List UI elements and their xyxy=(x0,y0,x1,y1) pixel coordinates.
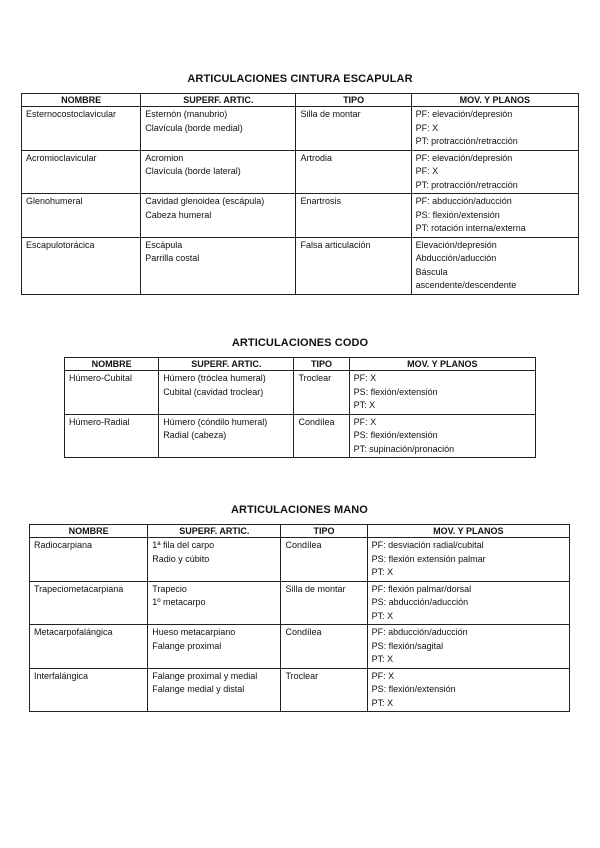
table-row xyxy=(22,237,579,294)
cell-line: PT: X xyxy=(371,567,394,577)
cell-line: Clavícula (borde medial) xyxy=(145,122,243,133)
column-header: SUPERF. ARTIC. xyxy=(159,358,294,371)
cell-superf xyxy=(141,194,296,238)
cell-line: Radio y cúbito xyxy=(152,553,210,564)
cell-line: PF: abducción/aducción xyxy=(371,627,468,637)
cell-line: PT: protracción/retracción xyxy=(415,179,518,190)
cell-line: Acromioclavicular xyxy=(26,152,97,163)
table-row xyxy=(30,538,570,582)
cell-nombre xyxy=(30,668,148,712)
cell-line: Cavidad glenoidea (escápula) xyxy=(145,196,265,206)
cell-line: PF: X xyxy=(415,166,439,176)
cell-line: 1º metacarpo xyxy=(152,597,206,607)
cell-superf xyxy=(159,371,294,415)
table-codo xyxy=(64,357,536,458)
cell-superf xyxy=(148,538,281,582)
cell-line: Falange proximal xyxy=(152,640,222,651)
cell-tipo xyxy=(281,668,367,712)
column-header: MOV. Y PLANOS xyxy=(367,525,569,538)
cell-line: PF: X xyxy=(353,373,377,383)
cell-superf xyxy=(148,581,281,625)
cell-line: PF: elevación/depresión xyxy=(415,109,513,119)
cell-line: PS: abducción/aducción xyxy=(371,597,469,607)
cell-line: ascendente/descendente xyxy=(415,280,517,290)
cell-line: Clavícula (borde lateral) xyxy=(145,166,241,176)
cell-line: PT: rotación interna/externa xyxy=(415,223,526,233)
cell-superf xyxy=(159,414,294,458)
cell-line: Parrilla costal xyxy=(145,253,200,263)
table-mano xyxy=(29,524,570,712)
cell-line: Silla de montar xyxy=(300,109,361,119)
cell-line: PF: X xyxy=(415,122,439,133)
column-header: NOMBRE xyxy=(65,358,159,371)
cell-line: PS: flexión/extensión xyxy=(353,386,438,397)
cell-nombre xyxy=(22,150,141,194)
cell-line: Esternón (manubrio) xyxy=(145,109,228,119)
section-cintura-escapular xyxy=(21,73,579,295)
cell-line: Condílea xyxy=(298,416,335,427)
cell-mov xyxy=(367,538,569,582)
cell-tipo xyxy=(294,371,349,415)
cell-nombre xyxy=(30,538,148,582)
cell-line: Trapeciometacarpiana xyxy=(34,583,124,594)
cell-line: PT: supinación/pronación xyxy=(353,443,455,454)
column-header: SUPERF. ARTIC. xyxy=(141,94,296,107)
cell-superf xyxy=(141,107,296,151)
table-header-row xyxy=(22,94,579,107)
cell-nombre xyxy=(30,581,148,625)
cell-line: Falsa articulación xyxy=(300,239,371,250)
cell-line: Trapecio xyxy=(152,583,187,594)
cell-mov xyxy=(367,668,569,712)
column-header: MOV. Y PLANOS xyxy=(349,358,535,371)
cell-line: Glenohumeral xyxy=(26,196,83,206)
cell-superf xyxy=(148,625,281,669)
cell-tipo xyxy=(281,625,367,669)
cell-nombre xyxy=(65,371,159,415)
cell-line: PF: abducción/aducción xyxy=(415,196,512,206)
cell-line: Húmero-Cubital xyxy=(69,373,133,383)
cell-mov xyxy=(411,150,578,194)
cell-line: Troclear xyxy=(285,670,319,681)
cell-line: PS: flexión/extensión xyxy=(353,430,438,440)
cell-line: PT: X xyxy=(371,654,394,664)
cell-line: Falange medial y distal xyxy=(152,684,245,694)
cell-line: PT: X xyxy=(371,610,394,621)
column-header: NOMBRE xyxy=(22,94,141,107)
cell-mov xyxy=(411,237,578,294)
cell-superf xyxy=(141,237,296,294)
cell-line: PF: X xyxy=(371,670,395,681)
cell-tipo xyxy=(281,581,367,625)
cell-line: Abducción/aducción xyxy=(415,253,497,263)
cell-line: Interfalángica xyxy=(34,670,89,681)
cell-line: Húmero (tróclea humeral) xyxy=(163,373,266,383)
table-row xyxy=(65,371,536,415)
cell-line: 1ª fila del carpo xyxy=(152,540,215,550)
table-row xyxy=(30,581,570,625)
cell-line: Cubital (cavidad troclear) xyxy=(163,386,264,397)
cell-line: Artrodia xyxy=(300,152,332,163)
cell-tipo xyxy=(296,194,411,238)
cell-mov xyxy=(349,371,535,415)
cell-line: Cabeza humeral xyxy=(145,209,212,220)
cell-tipo xyxy=(296,107,411,151)
column-header: TIPO xyxy=(296,94,411,107)
cell-mov xyxy=(367,581,569,625)
cell-line: Escapulotorácica xyxy=(26,239,95,250)
table-header-row xyxy=(30,525,570,538)
cell-line: Radial (cabeza) xyxy=(163,430,227,440)
section-mano xyxy=(29,504,570,712)
cell-tipo xyxy=(296,150,411,194)
cell-line: Báscula xyxy=(415,266,448,277)
section-title: ARTICULACIONES CINTURA ESCAPULAR xyxy=(187,73,413,85)
column-header: TIPO xyxy=(294,358,349,371)
column-header: MOV. Y PLANOS xyxy=(411,94,578,107)
cell-line: Silla de montar xyxy=(285,583,346,594)
cell-line: Radiocarpiana xyxy=(34,540,93,550)
table-row xyxy=(22,194,579,238)
cell-line: PS: flexión/extensión xyxy=(415,209,500,220)
cell-line: PF: X xyxy=(353,416,377,427)
cell-line: Elevación/depresión xyxy=(415,239,497,250)
cell-line: PF: elevación/depresión xyxy=(415,152,513,163)
table-row xyxy=(30,668,570,712)
cell-nombre xyxy=(22,237,141,294)
cell-line: PF: desviación radial/cubital xyxy=(371,540,484,550)
column-header: NOMBRE xyxy=(30,525,148,538)
cell-superf xyxy=(148,668,281,712)
cell-line: Troclear xyxy=(298,373,332,383)
column-header: TIPO xyxy=(281,525,367,538)
cell-mov xyxy=(411,107,578,151)
cell-nombre xyxy=(22,194,141,238)
cell-line: Húmero (cóndilo humeral) xyxy=(163,416,268,427)
cell-nombre xyxy=(65,414,159,458)
cell-line: Condílea xyxy=(285,540,322,550)
cell-mov xyxy=(349,414,535,458)
table-cintura-escapular xyxy=(21,93,579,295)
cell-superf xyxy=(141,150,296,194)
cell-line: Esternocostoclavicular xyxy=(26,109,117,119)
cell-line: PT: protracción/retracción xyxy=(415,136,518,146)
cell-nombre xyxy=(22,107,141,151)
cell-line: PT: X xyxy=(371,697,394,708)
section-codo xyxy=(64,337,536,458)
cell-tipo xyxy=(296,237,411,294)
cell-line: Húmero-Radial xyxy=(69,416,130,427)
cell-line: Acromion xyxy=(145,152,184,163)
cell-line: Enartrosis xyxy=(300,196,341,206)
cell-tipo xyxy=(281,538,367,582)
column-header: SUPERF. ARTIC. xyxy=(148,525,281,538)
cell-tipo xyxy=(294,414,349,458)
cell-line: Escápula xyxy=(145,239,183,250)
section-title: ARTICULACIONES MANO xyxy=(231,504,368,516)
cell-line: PS: flexión extensión palmar xyxy=(371,553,486,564)
table-row xyxy=(30,625,570,669)
cell-line: PS: flexión/extensión xyxy=(371,684,456,694)
section-title: ARTICULACIONES CODO xyxy=(231,337,369,349)
cell-line: Metacarpofalángica xyxy=(34,627,113,637)
cell-nombre xyxy=(30,625,148,669)
cell-mov xyxy=(367,625,569,669)
cell-line: PS: flexión/sagital xyxy=(371,640,444,651)
cell-line: PF: flexión palmar/dorsal xyxy=(371,583,472,594)
cell-line: Hueso metacarpiano xyxy=(152,627,236,637)
table-row xyxy=(22,150,579,194)
cell-line: PT: X xyxy=(353,400,376,410)
cell-line: Falange proximal y medial xyxy=(152,670,258,681)
table-row xyxy=(22,107,579,151)
table-header-row xyxy=(65,358,536,371)
table-row xyxy=(65,414,536,458)
cell-line: Condílea xyxy=(285,627,322,637)
cell-mov xyxy=(411,194,578,238)
